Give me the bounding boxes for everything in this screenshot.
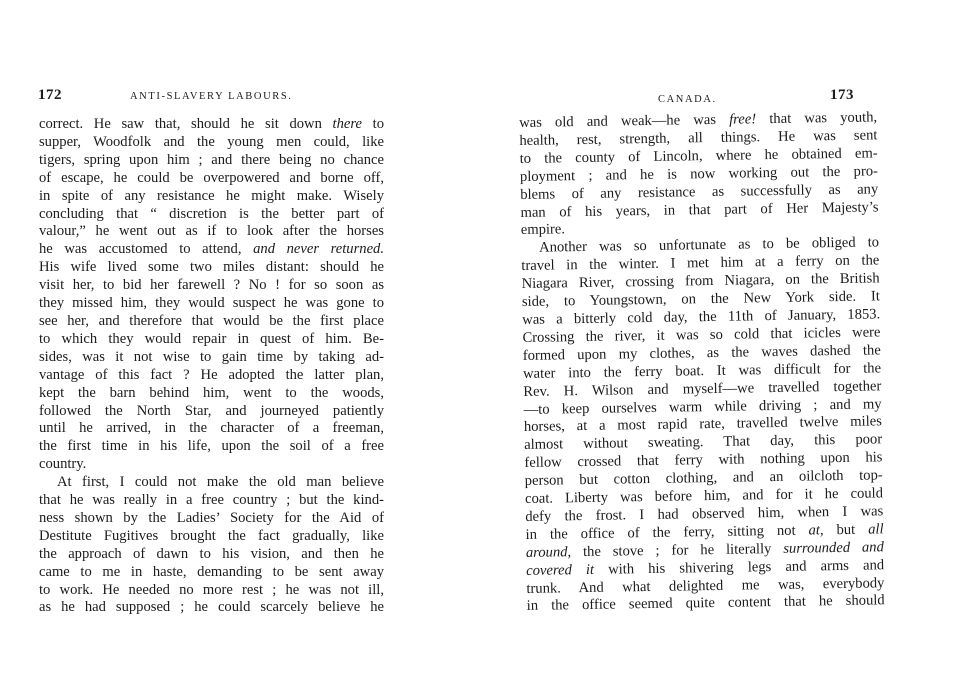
text-line: of escape, he could be overpowered and borne off,: [39, 169, 384, 186]
text-line: covered it with his shivering legs and arms and: [526, 556, 885, 579]
text-line: concluding that “ discretion is the better part of: [39, 205, 384, 222]
text-line: the approach of dawn to his vision, and then he: [39, 545, 384, 562]
text-line: came to me in haste, demanding to be sent away: [39, 563, 384, 580]
text-line: person but cotton clothing, and an oilcloth top-: [524, 467, 883, 490]
text-line: tigers, spring upon him ; and there being no chance: [39, 151, 384, 168]
page-number: 173: [830, 87, 854, 103]
left-page: [0, 0, 460, 688]
right-page: [500, 0, 980, 688]
text-line: horses, at a most rapid rate, travelled twelve miles: [523, 413, 882, 436]
text-line: supper, Woodfolk and the young men could, like: [39, 133, 384, 150]
text-line: Destitute Fugitives brought the fact gradually, like: [39, 527, 384, 544]
running-head: ANTI-SLAVERY LABOURS.: [130, 91, 293, 102]
text-line: At first, I could not make the old man believe: [57, 474, 384, 491]
text-line: —to keep ourselves warm while driving ; and my: [523, 395, 882, 418]
text-line: sides, was it not wise to gain time by taking ad-: [39, 348, 384, 365]
body-text: [519, 109, 885, 616]
text-line: until he arrived, in the character of a freeman,: [39, 420, 384, 437]
body-text: [39, 116, 384, 617]
text-line: ness shown by the Ladies’ Society for the Aid of: [39, 509, 384, 526]
text-line: to the county of Lincoln, where he obtained em-: [519, 145, 878, 167]
text-line: vantage of this fact ? He adopted the latter plan,: [39, 366, 384, 383]
text-line: Another was so unfortunate as to be obliged to: [538, 234, 880, 257]
text-line: they missed him, they would suspect he was gone to: [39, 295, 384, 312]
text-line: His wife lived some two miles distant: should he: [39, 259, 384, 276]
text-line: visit her, to bid her farewell ? No ! for so soon as: [39, 277, 384, 294]
text-line: was old and weak—he was free! that was youth,: [519, 109, 878, 131]
text-line: in the office seemed quite content that he should: [526, 592, 885, 615]
text-line: was a bitterly cold day, the 11th of January, 1853.: [522, 306, 881, 328]
text-line: kept the barn behind him, went to the woods,: [39, 384, 384, 401]
text-line: Rev. H. Wilson and myself—we travelled together: [523, 377, 882, 400]
text-line: country.: [39, 456, 87, 473]
text-line: as he had supposed ; he could scarcely believe he: [39, 599, 384, 616]
text-line: trunk. And what delighted me was, everybody: [526, 574, 885, 597]
text-line: empire.: [520, 221, 566, 239]
text-line: Crossing the river, it was so cold that icicles were: [522, 324, 881, 346]
text-line: blems of any resistance as successfully as any: [520, 180, 879, 203]
text-line: in spite of any resistance he might make. Wisely: [39, 187, 384, 204]
text-line: in the office of the ferry, sitting not at, but all: [525, 521, 884, 543]
text-line: that he was really in a free country ; but the kind-: [39, 492, 384, 509]
text-line: the first time in his life, upon the soil of a free: [39, 438, 384, 455]
text-line: valour,” he went out as if to look after the horses: [39, 223, 384, 240]
text-line: formed upon my clothes, as the waves dashed the: [522, 342, 881, 364]
text-line: almost without sweating. That day, this poor: [524, 431, 883, 454]
text-line: side, to Youngstown, on the New York side. It: [521, 288, 881, 311]
text-line: coat. Liberty was before him, and for it he could: [524, 485, 884, 507]
text-line: water into the ferry boat. It was difficult for the: [522, 360, 882, 382]
text-line: ployment ; and he is now working out the pro-: [519, 163, 879, 185]
text-line: Niagara River, crossing from Niagara, on the British: [521, 270, 880, 293]
text-line: man of his years, in that part of Her Majesty’s: [520, 198, 879, 221]
page-number: 172: [38, 87, 62, 103]
text-line: to which they would repair in quest of him. Be-: [39, 330, 384, 347]
text-line: he was accustomed to attend, and never returned.: [39, 241, 384, 258]
text-line: defy the frost. I had observed him, when I was: [525, 503, 884, 525]
text-line: followed the North Star, and journeyed patiently: [39, 402, 384, 419]
text-line: travel in the winter. I met him at a ferry on the: [521, 252, 880, 275]
running-head: CANADA.: [658, 94, 717, 105]
text-line: see her, and therefore that would be the first place: [39, 312, 384, 329]
text-line: around, the stove ; for he literally surrounded and: [525, 539, 884, 561]
text-line: health, rest, strength, all things. He was sent: [519, 127, 878, 149]
text-line: to work. He needed no more rest ; he was not ill,: [39, 581, 384, 598]
text-line: correct. He saw that, should he sit down there to: [39, 116, 385, 132]
text-line: fellow crossed that ferry with nothing upon his: [524, 449, 883, 472]
